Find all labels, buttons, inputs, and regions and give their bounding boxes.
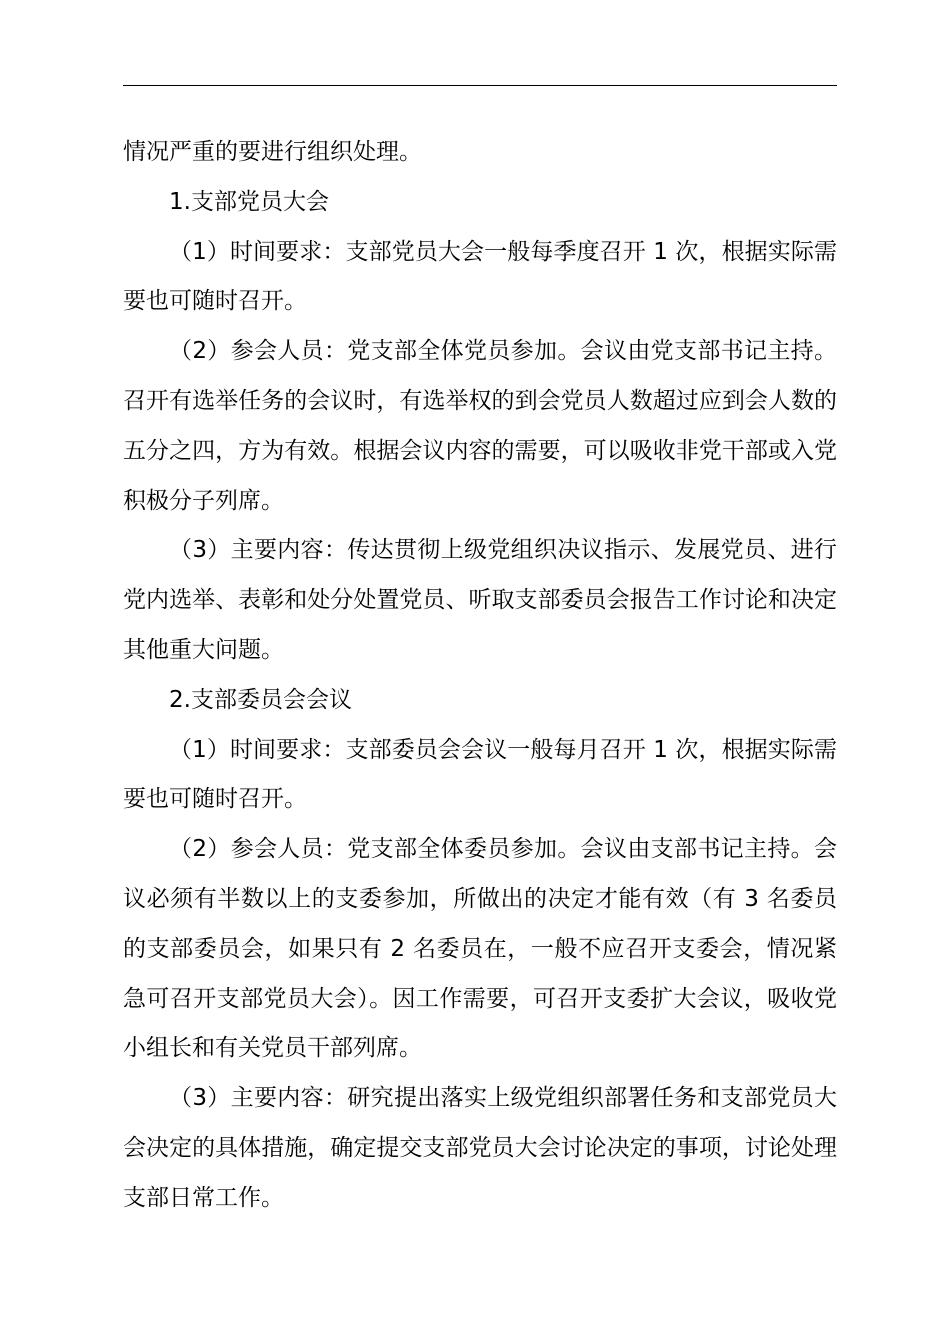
paragraph-member-meeting-attendees: （2）参会人员：党支部全体党员参加。会议由党支部书记主持。召开有选举任务的会议时，有选举权的到会党员人数超过应到会人数的五分之四，方为有效。根据会议内容的需要，可以吸收非党干部或入党积极分子列席。	[123, 338, 837, 514]
paragraph-member-meeting-time: （1）时间要求：支部党员大会一般每季度召开 1 次，根据实际需要也可随时召开。	[123, 238, 837, 315]
paragraph-member-meeting-content: （3）主要内容：传达贯彻上级党组织决议指示、发展党员、进行党内选举、表彰和处分处置党员、听取支部委员会报告工作讨论和决定其他重大问题。	[123, 537, 837, 663]
paragraph-continuation: 情况严重的要进行组织处理。	[123, 139, 422, 165]
paragraph-committee-meeting-content: （3）主要内容：研究提出落实上级党组织部署任务和支部党员大会决定的具体措施，确定提交支部党员大会讨论决定的事项，讨论处理支部日常工作。	[123, 1085, 837, 1211]
heading-branch-member-meeting: 1.支部党员大会	[169, 188, 329, 215]
header-rule	[123, 85, 837, 86]
heading-branch-committee-meeting: 2.支部委员会会议	[169, 686, 352, 713]
paragraph-committee-meeting-attendees: （2）参会人员：党支部全体委员参加。会议由支部书记主持。会议必须有半数以上的支委参加，所做出的决定才能有效（有 3 名委员的支部委员会，如果只有 2 名委员在，一般不应召开支委会，情况紧急可召开支部党员大会）。因工作需要，可召开支委扩大会议，吸收党小组长和有关党员干部列席。	[123, 836, 837, 1062]
document-body	[123, 128, 837, 1224]
paragraph-committee-meeting-time: （1）时间要求：支部委员会会议一般每月召开 1 次，根据实际需要也可随时召开。	[123, 736, 837, 813]
